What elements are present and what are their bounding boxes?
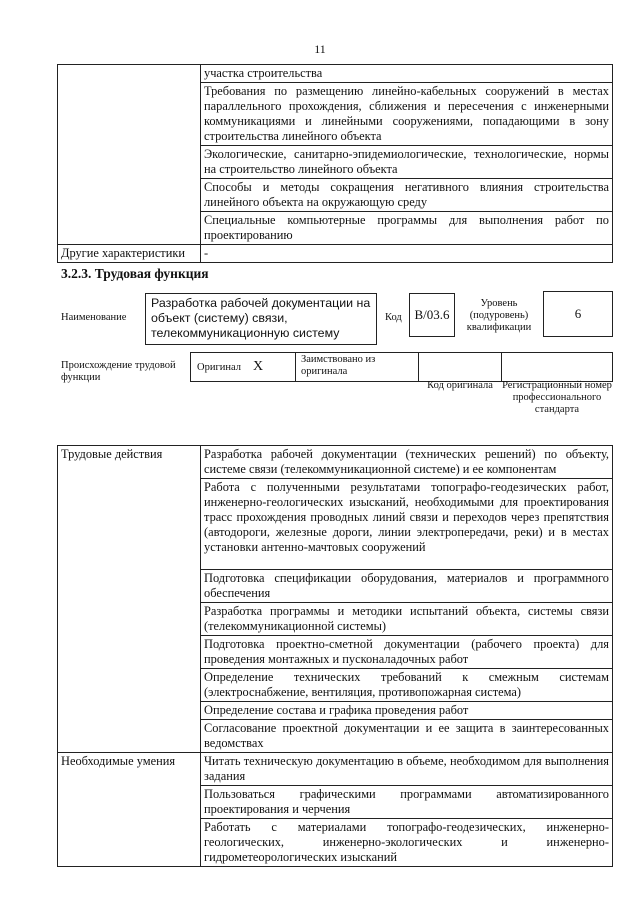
list-item: Специальные компьютерные программы для выполнения работ по проектированию xyxy=(201,212,613,245)
qualification-level-label: Уровень (подуровень) квалификации xyxy=(466,298,532,333)
list-item: Требования по размещению линейно-кабельных сооружений в местах параллельного прохождения, сближения и пересечения с инженерными коммуникациями и линейными сооружениями, попадающими в зону строительства линейного объекта xyxy=(201,83,613,146)
reg-number-box xyxy=(501,352,613,382)
code-original-label: Код оригинала xyxy=(427,380,493,391)
qualification-level-box: 6 xyxy=(543,291,613,337)
list-item: Пользоваться графическими программами автоматизированного проектирования и черчения xyxy=(201,786,613,819)
original-box xyxy=(190,352,296,382)
code-label: Код xyxy=(385,312,402,323)
borrowed-box: Заимствовано из оригинала xyxy=(295,352,419,382)
list-item: Подготовка проектно-сметной документации (рабочего проекта) для проведения монтажных и пусконаладочных работ xyxy=(201,636,613,669)
table-row xyxy=(58,446,613,479)
list-item: Разработка программы и методики испытаний объекта, системы связи (телекоммуникационной системы) xyxy=(201,603,613,636)
list-item: участка строительства xyxy=(201,65,613,83)
list-item: Определение технических требований к смежным системам (электроснабжение, вентиляция, противопожарная система) xyxy=(201,669,613,702)
original-mark: X xyxy=(253,359,264,374)
function-name-box: Разработка рабочей документации на объект (систему) связи, телекоммуникационную систему xyxy=(145,293,377,345)
list-item: Согласование проектной документации и ее защита в заинтересованных ведомствах xyxy=(201,720,613,753)
name-label: Наименование xyxy=(61,312,127,323)
list-item: Экологические, санитарно-эпидемиологические, технологические, нормы на строительство линейного объекта xyxy=(201,146,613,179)
labor-actions-table xyxy=(57,445,613,867)
required-skills-label: Необходимые умения xyxy=(58,753,201,867)
table-row xyxy=(58,753,613,786)
list-item: Работа с полученными результатами топографо-геодезических работ, инженерно-геологических изысканий, необходимыми для проектирования трасс прохождения проводных линий связи и переходов через препятствия (автодороги, железные дороги, линии электропередачи, реки) и в местах установки антенно-мачтовых сооружений xyxy=(201,479,613,570)
labor-actions-label: Трудовые действия xyxy=(58,446,201,753)
table-row xyxy=(58,245,613,263)
list-item: Читать техническую документацию в объеме, необходимом для выполнения задания xyxy=(201,753,613,786)
list-item: Способы и методы сокращения негативного влияния строительства линейного объекта на окружающую среду xyxy=(201,179,613,212)
code-original-box xyxy=(418,352,502,382)
original-label: Оригинал xyxy=(197,362,241,373)
list-item: Подготовка спецификации оборудования, материалов и программного обеспечения xyxy=(201,570,613,603)
code-value-box: B/03.6 xyxy=(409,293,455,337)
table-row xyxy=(58,65,613,83)
requirements-table xyxy=(57,64,613,263)
other-characteristics-value: - xyxy=(201,245,613,263)
list-item: Работать с материалами топографо-геодезических, инженерно-геологических, инженерно-экологических и инженерно-гидрометеорологических изысканий xyxy=(201,819,613,867)
page-number: 11 xyxy=(314,42,326,56)
list-item: Разработка рабочей документации (технических решений) по объекту, системе связи (телекоммуникационной системе) и ее компонентам xyxy=(201,446,613,479)
list-item: Определение состава и графика проведения работ xyxy=(201,702,613,720)
row-label-empty xyxy=(58,65,201,245)
section-heading: 3.2.3. Трудовая функция xyxy=(61,266,209,281)
reg-number-label: Регистрационный номер профессионального стандарта xyxy=(502,380,612,415)
other-characteristics-label: Другие характеристики xyxy=(58,245,201,263)
origin-label: Происхождение трудовой функции xyxy=(61,360,176,383)
